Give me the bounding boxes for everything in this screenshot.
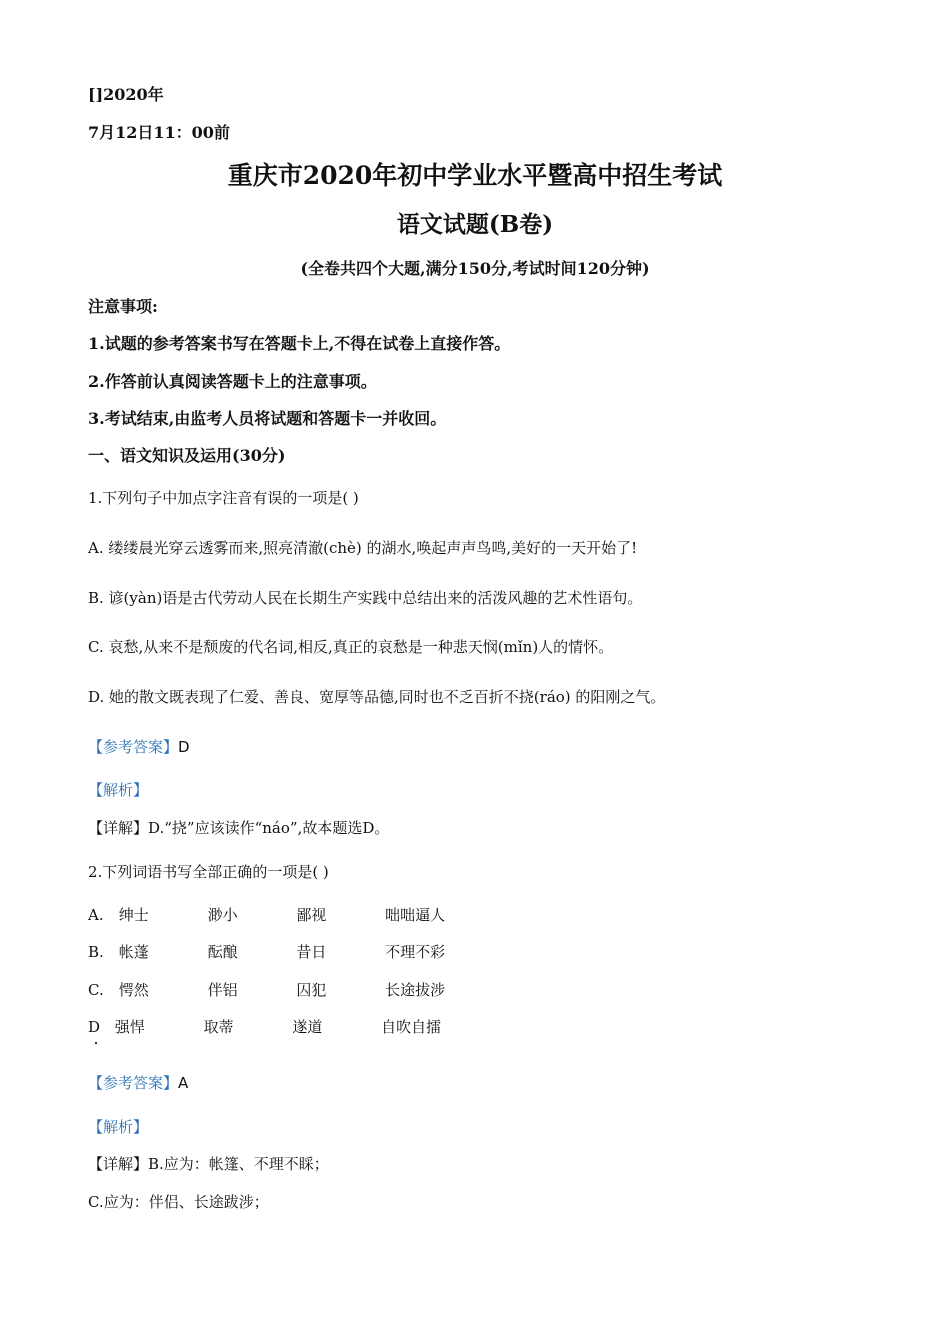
page-title: 重庆市2020年初中学业水平暨高中招生考试	[227, 161, 723, 190]
question-stem: 1.下列句子中加点字注音有误的一项是( )	[88, 489, 359, 507]
header-line-deadline: 7月12日11：00前	[88, 123, 230, 142]
option-word: 帐蓬	[118, 943, 149, 961]
option-word: 伴铝	[207, 981, 238, 999]
option-word: 长途拔涉	[385, 981, 446, 999]
question-option-a: A. 缕缕晨光穿云透雾而来,照亮清澈(chè) 的湖水,唤起声声鸟鸣,美好的一天开始了!	[88, 539, 638, 557]
option-word: 强悍	[114, 1018, 145, 1036]
answer-line	[88, 736, 190, 757]
option-word: 囚犯	[296, 981, 327, 999]
question-option-d	[88, 1016, 441, 1037]
analysis-tag: 【解析】	[88, 1118, 149, 1136]
option-word: 绅士	[118, 906, 149, 924]
detail-text: 【详解】D.“挠”应该读作“náo”,故本题选D。	[88, 819, 390, 837]
question-option-a	[88, 904, 445, 925]
notice-heading: 注意事项:	[88, 297, 158, 316]
option-word: 愕然	[118, 981, 149, 999]
option-word: 渺小	[207, 906, 238, 924]
option-word: 咄咄逼人	[385, 906, 446, 924]
question-option-d: D. 她的散文既表现了仁爱、善良、宽厚等品德,同时也不乏百折不挠(ráo) 的阳刚之气。	[88, 688, 666, 706]
notice-item: 2.作答前认真阅读答题卡上的注意事项。	[88, 372, 377, 391]
exam-note: (全卷共四个大题,满分150分,考试时间120分钟)	[300, 259, 650, 278]
option-word: 酝酿	[207, 943, 238, 961]
section-heading: 一、语文知识及运用(30分)	[88, 446, 286, 465]
answer-tag: 【参考答案】	[88, 738, 179, 756]
option-word: 不理不彩	[385, 943, 446, 961]
analysis-tag: 【解析】	[88, 781, 149, 799]
question-option-c	[88, 979, 445, 1000]
answer-value: D	[178, 738, 190, 756]
option-letter: C.	[88, 981, 104, 999]
option-word: 昔日	[296, 943, 327, 961]
answer-value: A	[178, 1074, 189, 1092]
option-word: 取蒂	[203, 1018, 234, 1036]
detail-text: 【详解】B.应为：帐篷、不理不睬；	[88, 1155, 329, 1173]
answer-line	[88, 1072, 188, 1093]
option-word: 遂道	[292, 1018, 323, 1036]
answer-tag: 【参考答案】	[88, 1074, 179, 1092]
option-letter: D	[88, 1018, 101, 1036]
detail-text: C.应为：伴侣、长途跋涉；	[88, 1193, 269, 1211]
page-subtitle: 语文试题(B卷)	[396, 211, 554, 238]
question-option-c: C. 哀愁,从来不是颓废的代名词,相反,真正的哀愁是一种悲天悯(mǐn)人的情怀。	[88, 638, 614, 656]
option-word: 自吹自擂	[381, 1018, 442, 1036]
option-letter: B.	[88, 943, 104, 961]
header-line-date: []2020年	[88, 85, 164, 104]
question-stem: 2.下列词语书写全部正确的一项是( )	[88, 863, 329, 881]
question-option-b: B. 谚(yàn)语是古代劳动人民在长期生产实践中总结出来的活泼风趣的艺术性语句。	[88, 589, 643, 607]
option-letter: A.	[88, 906, 104, 924]
option-word: 鄙视	[296, 906, 327, 924]
notice-item: 3.考试结束,由监考人员将试题和答题卡一并收回。	[88, 409, 447, 428]
question-option-b	[88, 941, 445, 962]
notice-item: 1.试题的参考答案书写在答题卡上,不得在试卷上直接作答。	[88, 334, 511, 353]
stray-dot	[95, 1042, 97, 1044]
